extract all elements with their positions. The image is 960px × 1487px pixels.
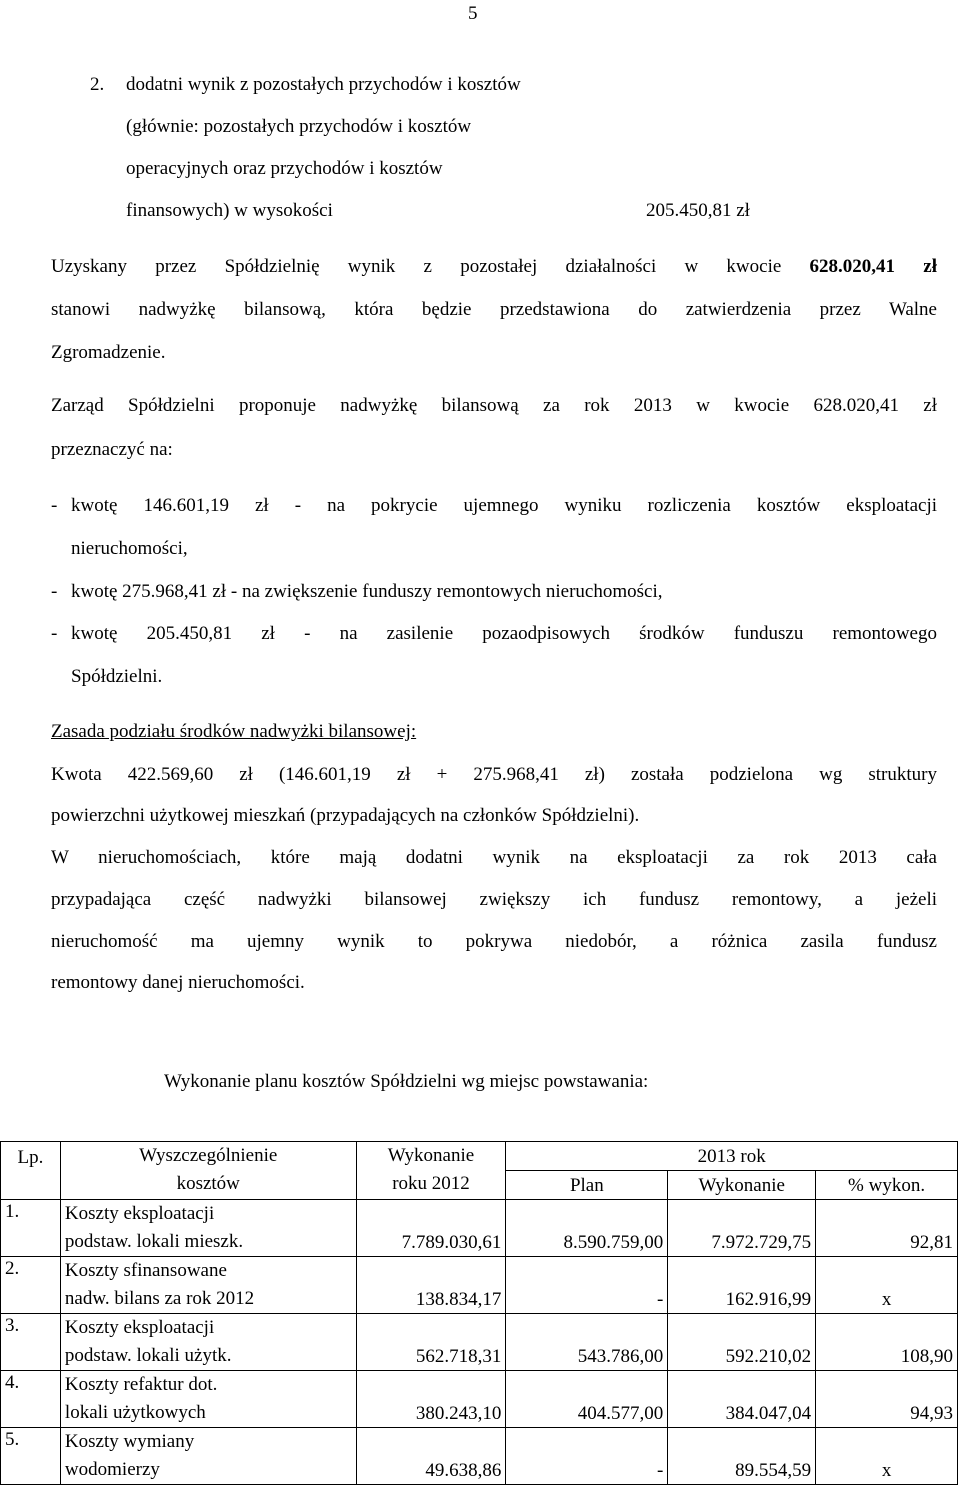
cell-wyk2012: 138.834,17 [356, 1257, 506, 1314]
cell-lp: 1. [1, 1200, 61, 1257]
item-text-line: finansowych) w wysokości [126, 200, 333, 221]
bullet-dash: - [51, 623, 58, 644]
cell-lp: 2. [1, 1257, 61, 1314]
paragraph-line: Zarząd Spółdzielni proponuje nadwyżkę bilansową za rok 2013 w kwocie 628.020,41 zł [51, 395, 937, 416]
cell-pct: x [816, 1428, 958, 1485]
header-lp: Lp. [1, 1142, 61, 1200]
cell-name [60, 1314, 356, 1371]
paragraph-line: przeznaczyć na: [51, 439, 173, 460]
cell-plan: - [506, 1428, 668, 1485]
header-wyk2012-line2: roku 2012 [392, 1173, 470, 1194]
cell-name-line1: Koszty eksploatacji [64, 1317, 215, 1338]
cell-pct: x [816, 1257, 958, 1314]
cell-name-line1: Koszty eksploatacji [64, 1203, 215, 1224]
table-header-row [1, 1142, 958, 1171]
paragraph-text: Uzyskany przez Spółdzielnię wynik z pozostałej działalności w kwocie [51, 256, 810, 277]
cell-pct: 94,93 [816, 1371, 958, 1428]
paragraph-line: Kwota 422.569,60 zł (146.601,19 zł + 275.968,41 zł) została podzielona wg struktury [51, 764, 937, 785]
header-spec [60, 1142, 356, 1200]
cell-name-line2: nadw. bilans za rok 2012 [64, 1288, 255, 1309]
cell-wyk: 89.554,59 [668, 1428, 816, 1485]
bold-amount: 628.020,41 zł [809, 256, 937, 277]
paragraph-line [51, 257, 937, 276]
cell-pct: 108,90 [816, 1314, 958, 1371]
cell-name [60, 1371, 356, 1428]
cell-wyk2012: 562.718,31 [356, 1314, 506, 1371]
section-heading: Zasada podziału środków nadwyżki bilansowej: [51, 721, 417, 742]
item-text-line: (głównie: pozostałych przychodów i kosztów [126, 116, 472, 137]
paragraph-line: remontowy danej nieruchomości. [51, 972, 305, 993]
cost-table [0, 1141, 958, 1485]
cell-name-line2: podstaw. lokali mieszk. [64, 1231, 244, 1252]
paragraph-line: W nieruchomościach, które mają dodatni wynik na eksploatacji za rok 2013 cała [51, 847, 937, 868]
header-spec-line1: Wyszczególnienie [139, 1145, 278, 1166]
cell-name-line1: Koszty wymiany [64, 1431, 195, 1452]
header-spec-line2: kosztów [176, 1173, 240, 1194]
cell-lp: 5. [1, 1428, 61, 1485]
cell-plan: - [506, 1257, 668, 1314]
paragraph-line: stanowi nadwyżkę bilansową, która będzie przedstawiona do zatwierdzenia przez Walne [51, 299, 937, 320]
cell-wyk: 384.047,04 [668, 1371, 816, 1428]
cell-wyk2012: 380.243,10 [356, 1371, 506, 1428]
item-number: 2. [90, 74, 105, 95]
table-row [1, 1428, 958, 1485]
cell-wyk2012: 7.789.030,61 [356, 1200, 506, 1257]
cell-name-line1: Koszty refaktur dot. [64, 1374, 218, 1395]
cell-wyk: 592.210,02 [668, 1314, 816, 1371]
paragraph-line: przypadająca część nadwyżki bilansowej zwiększy ich fundusz remontowy, a jeżeli [51, 889, 937, 910]
cell-name [60, 1428, 356, 1485]
cell-lp: 4. [1, 1371, 61, 1428]
cell-wyk: 7.972.729,75 [668, 1200, 816, 1257]
bullet-line: kwotę 205.450,81 zł - na zasilenie pozaodpisowych środków funduszu remontowego [71, 623, 937, 644]
page-number: 5 [468, 3, 478, 24]
header-year: 2013 rok [506, 1142, 958, 1171]
item-text-line: dodatni wynik z pozostałych przychodów i kosztów [126, 74, 521, 95]
bullet-line: kwotę 146.601,19 zł - na pokrycie ujemnego wyniku rozliczenia kosztów eksploatacji [71, 495, 937, 516]
table-row [1, 1200, 958, 1257]
bullet-dash: - [51, 581, 58, 602]
header-wyk2012 [356, 1142, 506, 1200]
header-plan: Plan [506, 1171, 668, 1200]
paragraph-line: nieruchomość ma ujemny wynik to pokrywa niedobór, a różnica zasila fundusz [51, 931, 937, 952]
cell-name [60, 1257, 356, 1314]
paragraph-line: Zgromadzenie. [51, 342, 166, 363]
cell-lp: 3. [1, 1314, 61, 1371]
header-wyk2012-line1: Wykonanie [387, 1145, 475, 1166]
paragraph-line: powierzchni użytkowej mieszkań (przypadających na członków Spółdzielni). [51, 805, 640, 826]
cell-name-line2: lokali użytkowych [64, 1402, 206, 1423]
cell-name-line1: Koszty sfinansowane [64, 1260, 227, 1281]
cell-plan: 8.590.759,00 [506, 1200, 668, 1257]
table-row [1, 1314, 958, 1371]
header-wykonanie: Wykonanie [668, 1171, 816, 1200]
bullet-line: kwotę 275.968,41 zł - na zwiększenie funduszy remontowych nieruchomości, [71, 581, 663, 602]
cell-name-line2: podstaw. lokali użytk. [64, 1345, 232, 1366]
bullet-line: Spółdzielni. [71, 666, 163, 687]
bullet-dash: - [51, 495, 58, 516]
item-text-line: operacyjnych oraz przychodów i kosztów [126, 158, 443, 179]
table-row [1, 1371, 958, 1428]
cell-wyk2012: 49.638,86 [356, 1428, 506, 1485]
bullet-line: nieruchomości, [71, 538, 188, 559]
table-title: Wykonanie planu kosztów Spółdzielni wg miejsc powstawania: [164, 1071, 649, 1092]
cell-name [60, 1200, 356, 1257]
cell-plan: 404.577,00 [506, 1371, 668, 1428]
cell-plan: 543.786,00 [506, 1314, 668, 1371]
cell-pct: 92,81 [816, 1200, 958, 1257]
cell-wyk: 162.916,99 [668, 1257, 816, 1314]
item-amount: 205.450,81 zł [646, 200, 750, 221]
table-row [1, 1257, 958, 1314]
header-pct: % wykon. [816, 1171, 958, 1200]
cell-name-line2: wodomierzy [64, 1459, 160, 1480]
